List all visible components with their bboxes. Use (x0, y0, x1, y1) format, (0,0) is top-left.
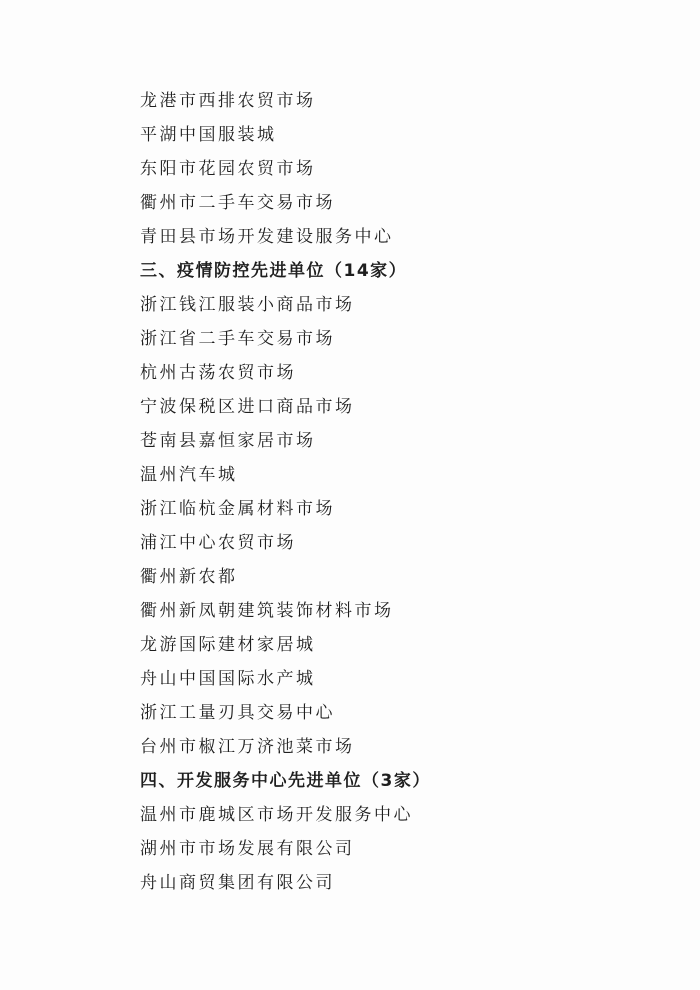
document-body (140, 84, 660, 900)
list-item: 浦江中心农贸市场 (140, 533, 296, 553)
list-item: 舟山中国国际水产城 (140, 669, 316, 689)
list-item: 苍南县嘉恒家居市场 (140, 431, 316, 451)
section-heading: 三、疫情防控先进单位（14家） (140, 261, 408, 281)
list-item: 台州市椒江万济池菜市场 (140, 737, 355, 757)
list-item: 龙港市西排农贸市场 (140, 91, 316, 111)
list-item: 浙江临杭金属材料市场 (140, 499, 335, 519)
list-item: 舟山商贸集团有限公司 (140, 873, 335, 893)
list-item: 温州市鹿城区市场开发服务中心 (140, 805, 413, 825)
list-item: 东阳市花园农贸市场 (140, 159, 316, 179)
section-heading: 四、开发服务中心先进单位（3家） (140, 771, 431, 791)
list-item: 温州汽车城 (140, 465, 238, 485)
list-item: 青田县市场开发建设服务中心 (140, 227, 394, 247)
list-item: 杭州古荡农贸市场 (140, 363, 296, 383)
list-item: 衢州市二手车交易市场 (140, 193, 335, 213)
list-item: 宁波保税区进口商品市场 (140, 397, 355, 417)
list-item: 平湖中国服装城 (140, 125, 277, 145)
list-item: 浙江省二手车交易市场 (140, 329, 335, 349)
list-item: 衢州新农都 (140, 567, 238, 587)
list-item: 浙江钱江服装小商品市场 (140, 295, 355, 315)
list-item: 衢州新凤朝建筑装饰材料市场 (140, 601, 394, 621)
list-item: 龙游国际建材家居城 (140, 635, 316, 655)
list-item: 湖州市市场发展有限公司 (140, 839, 355, 859)
list-item: 浙江工量刃具交易中心 (140, 703, 335, 723)
